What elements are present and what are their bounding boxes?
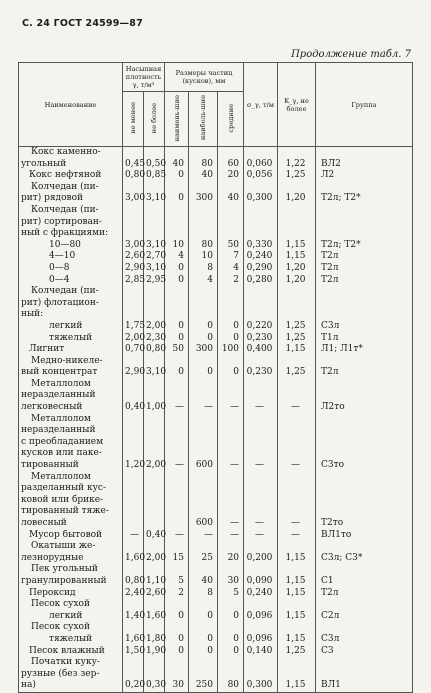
cell-size-min: 0: [165, 263, 189, 275]
cell-group: Т2л; Т2*: [316, 205, 413, 251]
cell-size-min: 0: [165, 275, 189, 287]
row-name-line: Металлолом: [31, 471, 91, 482]
cell-size-min: 0: [165, 286, 189, 332]
cell-density-max: 0,50: [144, 147, 165, 171]
cell-k-value: 1,25: [278, 333, 316, 345]
row-name-line: Початки куку-: [31, 657, 100, 668]
cell-size-max: 4: [189, 275, 218, 287]
cell-sigma: 0,060: [244, 147, 278, 171]
cell-density-max: 2,60: [144, 588, 165, 600]
cell-density-max: 2,00: [144, 414, 165, 472]
cell-group: С3л; С3*: [316, 541, 413, 564]
column-header-sigma: σ_γ, т/м: [244, 63, 278, 147]
cell-group: ВЛ1: [316, 657, 413, 692]
cell-density-max: 1,60: [144, 599, 165, 622]
cell-sigma: —: [244, 472, 278, 530]
cell-size-avg: 40: [218, 182, 244, 205]
row-name: [19, 170, 123, 182]
cell-size-avg: 0: [218, 356, 244, 379]
cell-sigma: 0,220: [244, 286, 278, 332]
cell-density-min: 1,50: [123, 646, 144, 658]
row-name: [19, 646, 123, 658]
cell-size-avg: —: [218, 414, 244, 472]
row-name-line: рит) сортирован-: [21, 216, 102, 227]
cell-density-min: 1,75: [123, 286, 144, 332]
cell-group: Т2л: [316, 275, 413, 287]
row-name-line: рузные (без зер-: [21, 668, 100, 679]
cell-size-avg: 100: [218, 344, 244, 356]
table-row: [19, 205, 413, 251]
row-name-line: легкий: [49, 610, 83, 621]
page-header: С. 24 ГОСТ 24599—87: [22, 18, 143, 29]
table-row: [19, 530, 413, 542]
cell-sigma: 0,200: [244, 541, 278, 564]
column-header-k: K_γ, не более: [278, 63, 316, 147]
cell-size-avg: 0: [218, 646, 244, 658]
row-name: [19, 263, 123, 275]
row-name-line: ный:: [21, 309, 44, 320]
table-row: [19, 344, 413, 356]
cell-density-max: 1,00: [144, 379, 165, 414]
cell-group: С3: [316, 646, 413, 658]
cell-sigma: 0,280: [244, 275, 278, 287]
cell-density-min: 2,90: [123, 356, 144, 379]
table-row: [19, 170, 413, 182]
cell-size-max: 600: [189, 472, 218, 530]
row-name-line: Медно-никеле-: [31, 355, 103, 366]
cell-size-min: 0: [165, 356, 189, 379]
cell-size-min: 50: [165, 344, 189, 356]
cell-size-avg: 20: [218, 170, 244, 182]
cell-size-avg: 60: [218, 147, 244, 171]
table-row: [19, 263, 413, 275]
cell-size-avg: 2: [218, 275, 244, 287]
cell-sigma: 0,096: [244, 622, 278, 645]
row-name-line: Мусор бытовой: [29, 529, 103, 540]
row-name: [19, 182, 123, 205]
cell-sigma: 0,290: [244, 263, 278, 275]
cell-size-min: 0: [165, 599, 189, 622]
table-row: [19, 275, 413, 287]
row-name-line: легкий: [49, 320, 83, 331]
cell-sigma: 0,300: [244, 182, 278, 205]
column-header-group: Группа: [316, 63, 413, 147]
row-name-line: угольный: [21, 158, 67, 169]
cell-size-min: 15: [165, 541, 189, 564]
cell-size-min: 10: [165, 205, 189, 251]
cell-size-max: 300: [189, 182, 218, 205]
row-name-line: Песок влажный: [29, 645, 105, 656]
cell-size-avg: 20: [218, 541, 244, 564]
cell-group: Т2л; Т2*: [316, 182, 413, 205]
row-name: [19, 564, 123, 587]
row-name: [19, 414, 123, 472]
column-header-sizes: Размеры частиц (кусков), мм: [165, 63, 244, 92]
column-header-density-max: не более: [150, 102, 158, 134]
row-name-line: Колчедан (пи-: [31, 286, 99, 297]
table-row: [19, 251, 413, 263]
cell-density-min: 2,60: [123, 251, 144, 263]
cell-group: С3л: [316, 622, 413, 645]
column-header-size-max: наиболь-шие: [199, 95, 207, 141]
cell-density-max: 2,00: [144, 541, 165, 564]
cell-density-min: 2,00: [123, 333, 144, 345]
cell-size-min: [165, 472, 189, 530]
cell-sigma: 0,140: [244, 646, 278, 658]
row-name-line: Кокс каменно-: [31, 147, 101, 157]
cell-density-max: 3,10: [144, 182, 165, 205]
row-name-line: 4—10: [49, 251, 76, 262]
cell-size-avg: —: [218, 530, 244, 542]
cell-size-max: 0: [189, 333, 218, 345]
row-name: [19, 530, 123, 542]
cell-density-max: 0,80: [144, 344, 165, 356]
row-name-line: гранулированный: [21, 575, 107, 586]
row-name-line: 0—8: [49, 262, 70, 273]
table-row: [19, 414, 413, 472]
cell-density-min: [123, 472, 144, 530]
row-name-line: неразделанный: [21, 425, 96, 436]
cell-k-value: 1,25: [278, 286, 316, 332]
cell-k-value: —: [278, 530, 316, 542]
cell-k-value: 1,20: [278, 275, 316, 287]
table-row: [19, 657, 413, 692]
cell-sigma: 0,330: [244, 205, 278, 251]
cell-size-max: 250: [189, 657, 218, 692]
cell-size-avg: —: [218, 472, 244, 530]
cell-k-value: 1,22: [278, 147, 316, 171]
row-name-line: ковой или брике-: [21, 494, 104, 505]
row-name: [19, 588, 123, 600]
materials-table: [18, 62, 413, 693]
row-name-line: вый концентрат: [21, 367, 98, 378]
cell-size-max: 25: [189, 541, 218, 564]
table-row: [19, 564, 413, 587]
cell-size-avg: 50: [218, 205, 244, 251]
cell-size-min: —: [165, 414, 189, 472]
cell-size-max: 40: [189, 564, 218, 587]
cell-k-value: 1,15: [278, 251, 316, 263]
cell-size-max: 40: [189, 170, 218, 182]
table-row: [19, 182, 413, 205]
row-name-line: рит) флотацион-: [21, 297, 99, 308]
row-name-line: неразделанный: [21, 390, 96, 401]
cell-size-max: 80: [189, 147, 218, 171]
cell-size-avg: 7: [218, 251, 244, 263]
cell-group: Т2л: [316, 588, 413, 600]
cell-size-min: 0: [165, 646, 189, 658]
cell-sigma: —: [244, 530, 278, 542]
cell-size-min: 0: [165, 333, 189, 345]
row-name-line: Пек угольный: [31, 564, 98, 575]
row-name-line: разделанный кус-: [21, 483, 107, 494]
column-header-size-avg: средние: [226, 103, 235, 133]
row-name-line: 10—80: [49, 239, 81, 250]
cell-group: Л2то: [316, 379, 413, 414]
cell-density-min: 0,45: [123, 147, 144, 171]
row-name: [19, 541, 123, 564]
cell-sigma: 0,090: [244, 564, 278, 587]
row-name-line: Кокс нефтяной: [29, 170, 102, 181]
cell-size-min: —: [165, 530, 189, 542]
cell-sigma: 0,240: [244, 588, 278, 600]
cell-density-max: 0,85: [144, 170, 165, 182]
cell-k-value: 1,15: [278, 205, 316, 251]
cell-density-min: 0,80: [123, 564, 144, 587]
cell-size-avg: 0: [218, 599, 244, 622]
table-row: [19, 646, 413, 658]
cell-k-value: —: [278, 414, 316, 472]
cell-group: Т2то: [316, 472, 413, 530]
cell-density-min: 0,20: [123, 657, 144, 692]
cell-density-min: 0,70: [123, 344, 144, 356]
cell-density-max: 2,95: [144, 275, 165, 287]
row-name-line: с преобладанием: [21, 436, 104, 447]
cell-density-max: 1,80: [144, 622, 165, 645]
cell-density-min: 1,20: [123, 414, 144, 472]
cell-k-value: 1,15: [278, 622, 316, 645]
table-row: [19, 333, 413, 345]
cell-group: Т2л: [316, 251, 413, 263]
row-name-line: Пероксид: [29, 587, 76, 598]
column-header-size-min: наимень-шие: [172, 94, 181, 142]
row-name-line: Песок сухой: [31, 622, 90, 633]
cell-k-value: —: [278, 379, 316, 414]
column-header-density: Насыпная плотность γ, т/м³: [123, 63, 165, 92]
cell-size-min: 2: [165, 588, 189, 600]
cell-size-max: —: [189, 379, 218, 414]
table-row: [19, 147, 413, 171]
cell-sigma: 0,300: [244, 657, 278, 692]
table-row: [19, 472, 413, 530]
cell-sigma: 0,096: [244, 599, 278, 622]
cell-group: ВЛ2: [316, 147, 413, 171]
row-name: [19, 251, 123, 263]
row-name-line: тяжелый: [49, 633, 93, 644]
cell-size-max: 10: [189, 251, 218, 263]
row-name-line: Окатыши же-: [31, 541, 96, 552]
row-name-line: лезнорудные: [21, 552, 84, 563]
cell-density-max: 0,40: [144, 530, 165, 542]
cell-density-min: 1,60: [123, 622, 144, 645]
cell-group: Л1; Л1т*: [316, 344, 413, 356]
cell-group: С3л: [316, 286, 413, 332]
row-name: [19, 344, 123, 356]
row-name: [19, 205, 123, 251]
cell-group: С3то: [316, 414, 413, 472]
table-continuation-label: Продолжение табл. 7: [291, 49, 411, 60]
cell-group: Т2л: [316, 356, 413, 379]
cell-size-max: —: [189, 530, 218, 542]
cell-sigma: 0,056: [244, 170, 278, 182]
cell-size-max: 0: [189, 646, 218, 658]
cell-size-max: 600: [189, 414, 218, 472]
cell-size-avg: 0: [218, 622, 244, 645]
cell-k-value: 1,15: [278, 588, 316, 600]
cell-sigma: 0,230: [244, 356, 278, 379]
cell-size-min: 5: [165, 564, 189, 587]
cell-size-max: 300: [189, 344, 218, 356]
cell-size-avg: 30: [218, 564, 244, 587]
cell-density-min: 1,40: [123, 599, 144, 622]
column-header-density-min: не менее: [129, 102, 137, 134]
table-body: [19, 147, 413, 693]
table-row: [19, 599, 413, 622]
row-name: [19, 599, 123, 622]
cell-density-max: [144, 472, 165, 530]
row-name: [19, 657, 123, 692]
row-name-line: на): [21, 680, 36, 691]
cell-density-max: 3,10: [144, 356, 165, 379]
cell-size-max: 0: [189, 356, 218, 379]
table-row: [19, 588, 413, 600]
cell-size-max: 80: [189, 205, 218, 251]
cell-density-min: 0,80: [123, 170, 144, 182]
row-name: [19, 275, 123, 287]
cell-size-max: 0: [189, 599, 218, 622]
row-name-line: тяжелый: [49, 332, 93, 343]
cell-density-min: 0,40: [123, 379, 144, 414]
row-name-line: Песок сухой: [31, 599, 90, 610]
row-name: [19, 379, 123, 414]
cell-size-avg: 0: [218, 286, 244, 332]
cell-k-value: 1,15: [278, 344, 316, 356]
cell-size-max: 8: [189, 588, 218, 600]
row-name-line: ный с фракциями:: [21, 228, 109, 239]
cell-size-min: 40: [165, 147, 189, 171]
cell-density-max: 3,10: [144, 263, 165, 275]
row-name: [19, 333, 123, 345]
cell-density-max: 0,30: [144, 657, 165, 692]
cell-size-avg: 5: [218, 588, 244, 600]
cell-density-max: 2,70: [144, 251, 165, 263]
cell-sigma: —: [244, 379, 278, 414]
row-name: [19, 622, 123, 645]
row-name-line: 0—4: [49, 274, 70, 285]
cell-group: ВЛ1то: [316, 530, 413, 542]
cell-k-value: 1,25: [278, 170, 316, 182]
table-row: [19, 356, 413, 379]
column-header-name: Наименование: [19, 63, 123, 147]
cell-density-min: 2,90: [123, 263, 144, 275]
cell-group: Т1л: [316, 333, 413, 345]
cell-size-min: 0: [165, 170, 189, 182]
cell-size-max: 8: [189, 263, 218, 275]
row-name-line: ловесный: [21, 518, 67, 528]
row-name-line: Металлолом: [31, 413, 91, 424]
row-name: [19, 472, 123, 530]
cell-k-value: 1,15: [278, 541, 316, 564]
cell-size-min: 4: [165, 251, 189, 263]
cell-density-min: 1,60: [123, 541, 144, 564]
table-row: [19, 541, 413, 564]
cell-size-avg: —: [218, 379, 244, 414]
cell-size-min: 0: [165, 622, 189, 645]
cell-density-max: 1,90: [144, 646, 165, 658]
cell-size-avg: 0: [218, 333, 244, 345]
cell-density-min: 2,40: [123, 588, 144, 600]
row-name: [19, 286, 123, 332]
table-row: [19, 379, 413, 414]
cell-k-value: 1,15: [278, 564, 316, 587]
cell-size-avg: 4: [218, 263, 244, 275]
cell-sigma: 0,400: [244, 344, 278, 356]
cell-density-max: 3,10: [144, 205, 165, 251]
cell-size-min: 30: [165, 657, 189, 692]
row-name-line: легковесный: [21, 402, 83, 413]
cell-density-max: 2,00: [144, 286, 165, 332]
row-name-line: кусков или паке-: [21, 448, 102, 459]
cell-k-value: —: [278, 472, 316, 530]
cell-density-min: 3,00: [123, 205, 144, 251]
cell-sigma: —: [244, 414, 278, 472]
cell-k-value: 1,25: [278, 646, 316, 658]
cell-k-value: 1,25: [278, 356, 316, 379]
cell-sigma: 0,240: [244, 251, 278, 263]
cell-group: Т2л: [316, 263, 413, 275]
cell-size-min: 0: [165, 182, 189, 205]
row-name: [19, 147, 123, 171]
row-name-line: тированный: [21, 460, 79, 471]
table-row: [19, 622, 413, 645]
cell-group: Л2: [316, 170, 413, 182]
cell-density-max: 2,30: [144, 333, 165, 345]
row-name-line: Металлолом: [31, 378, 91, 389]
cell-k-value: 1,15: [278, 599, 316, 622]
cell-k-value: 1,20: [278, 263, 316, 275]
cell-density-min: 3,00: [123, 182, 144, 205]
row-name-line: рит) рядовой: [21, 193, 83, 204]
cell-k-value: 1,15: [278, 657, 316, 692]
cell-group: С1: [316, 564, 413, 587]
cell-size-min: —: [165, 379, 189, 414]
table-row: [19, 286, 413, 332]
row-name-line: тированный тяже-: [21, 506, 109, 517]
cell-density-min: —: [123, 530, 144, 542]
cell-size-max: 0: [189, 622, 218, 645]
row-name-line: Колчедан (пи-: [31, 181, 99, 192]
cell-sigma: 0,230: [244, 333, 278, 345]
cell-density-min: 2,85: [123, 275, 144, 287]
cell-density-max: 1,10: [144, 564, 165, 587]
row-name-line: Лигнит: [29, 344, 65, 355]
row-name-line: Колчедан (пи-: [31, 204, 99, 215]
row-name: [19, 356, 123, 379]
cell-size-max: 0: [189, 286, 218, 332]
cell-group: С2л: [316, 599, 413, 622]
cell-k-value: 1,20: [278, 182, 316, 205]
cell-size-avg: 80: [218, 657, 244, 692]
